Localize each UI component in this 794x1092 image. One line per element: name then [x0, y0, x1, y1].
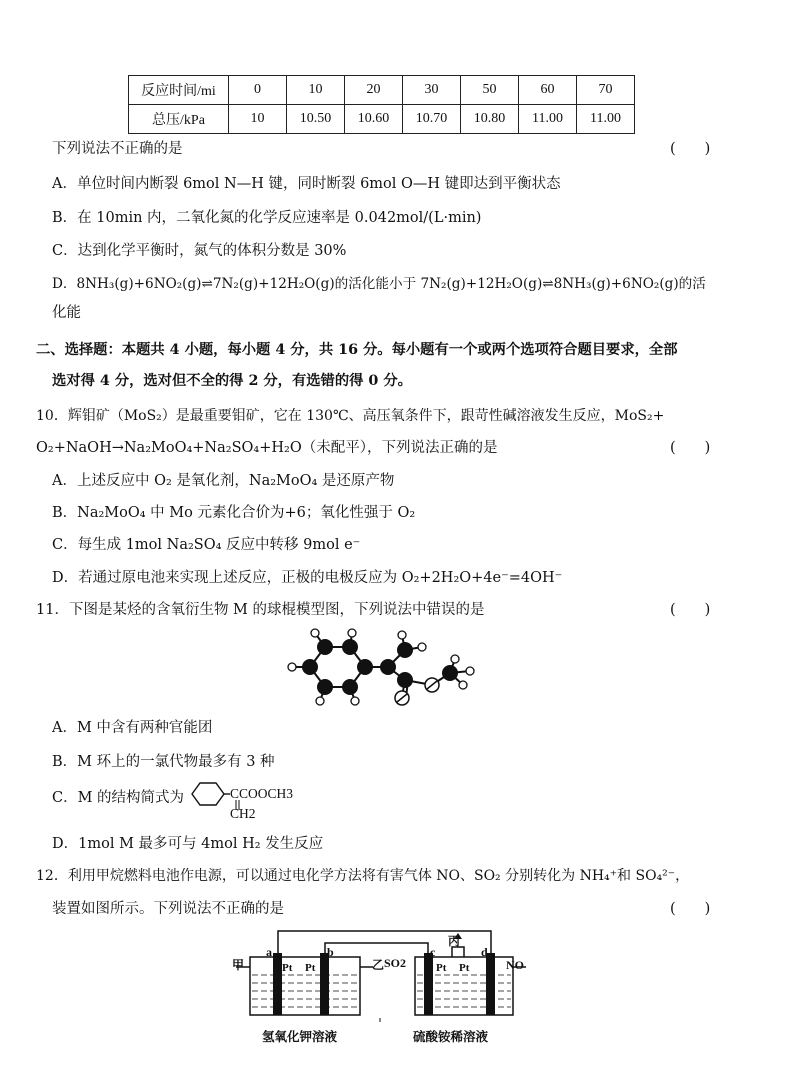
label-pt-3: Pt [436, 962, 447, 974]
label-pt-1: Pt [282, 962, 293, 974]
table-cell: 70 [577, 76, 635, 105]
table-row-header: 反应时间/mi [129, 76, 229, 105]
label-yi: 乙 [372, 958, 385, 972]
label-bing: 丙 [448, 934, 461, 948]
left-solution-label: 氢氧化钾溶液 [262, 1029, 338, 1044]
label-so2: SO2 [384, 956, 407, 970]
table-row [129, 76, 635, 105]
table-cell: 10.60 [345, 105, 403, 134]
label-d: d [481, 945, 488, 959]
q10-option-c: C．每生成 1mol Na₂SO₄ 反应中转移 9mol e⁻ [52, 537, 361, 553]
q9-stem: 下列说法不正确的是 [52, 141, 183, 157]
table-cell: 10 [287, 76, 345, 105]
q12-answer-paren: ( ) [670, 901, 711, 917]
label-jia: 甲 [232, 958, 245, 972]
table-cell: 20 [345, 76, 403, 105]
table-cell: 10 [229, 105, 287, 134]
q10-stem: 10．辉钼矿（MoS₂）是最重要钼矿，它在 130℃、高压氧条件下，跟苛性碱溶液发生反应，MoS₂+ [36, 408, 665, 424]
q10-stem-cont: O₂+NaOH→Na₂MoO₄+Na₂SO₄+H₂O（未配平），下列说法正确的是 [36, 440, 498, 456]
table-cell: 11.00 [519, 105, 577, 134]
label-c: c [430, 945, 436, 959]
q10-option-b: B．Na₂MoO₄ 中 Mo 元素化合价为+6；氧化性强于 O₂ [52, 505, 416, 521]
label-pt-2: Pt [305, 962, 316, 974]
label-pt-4: Pt [459, 962, 470, 974]
reaction-data-table [128, 75, 635, 134]
table-cell: 60 [519, 76, 577, 105]
table-cell: 0 [229, 76, 287, 105]
q11-answer-paren: ( ) [670, 602, 711, 618]
structural-formula-ch2: CH2 [230, 806, 256, 821]
q9-answer-paren: ( ) [670, 141, 711, 157]
q9-option-a: A．单位时间内断裂 6mol N—H 键，同时断裂 6mol O—H 键即达到平衡状态 [52, 176, 561, 192]
electrolysis-apparatus [228, 925, 533, 1025]
label-b: b [327, 945, 334, 959]
table-row-header: 总压/kPa [129, 105, 229, 134]
label-a: a [266, 945, 272, 959]
q9-option-b: B．在 10min 内，二氧化氮的化学反应速率是 0.042mol/(L·min) [52, 210, 482, 226]
q9-option-d: D．8NH₃(g)+6NO₂(g)⇌7N₂(g)+12H₂O(g)的活化能小于 7N₂(g)+12H₂O(g)⇌8NH₃(g)+6NO₂(g)的活 [52, 276, 706, 292]
right-solution-label: 硫酸铵稀溶液 [413, 1029, 489, 1044]
q10-option-a: A．上述反应中 O₂ 是氧化剂，Na₂MoO₄ 是还原产物 [52, 473, 395, 489]
structural-formula-ester: CCOOCH3 [230, 786, 294, 801]
q12-stem: 12．利用甲烷燃料电池作电源，可以通过电化学方法将有害气体 NO、SO₂ 分别转化为 NH₄⁺和 SO₄²⁻， [36, 868, 690, 884]
table-cell: 10.70 [403, 105, 461, 134]
section-heading: 二、选择题：本题共 4 小题，每小题 4 分，共 16 分。每小题有一个或两个选项符合题目要求，全部 [36, 342, 678, 358]
table-cell: 10.50 [287, 105, 345, 134]
q9-option-c: C．达到化学平衡时，氮气的体积分数是 30% [52, 243, 347, 259]
label-no: NO [506, 958, 524, 972]
table-cell: 11.00 [577, 105, 635, 134]
ball-and-stick-model [280, 625, 490, 710]
table-cell: 50 [461, 76, 519, 105]
q11-option-d: D．1mol M 最多可与 4mol H₂ 发生反应 [52, 836, 324, 852]
q11-option-b: B．M 环上的一氯代物最多有 3 种 [52, 754, 275, 770]
table-cell: 10.80 [461, 105, 519, 134]
table-row [129, 105, 635, 134]
q12-stem-cont: 装置如图所示。下列说法不正确的是 [52, 901, 284, 917]
structural-formula-ring [188, 780, 230, 808]
q9-option-d-cont: 化能 [52, 305, 81, 321]
q11-option-c: C．M 的结构简式为 [52, 790, 185, 806]
q10-answer-paren: ( ) [670, 440, 711, 456]
q11-stem: 11．下图是某烃的含氧衍生物 M 的球棍模型图，下列说法中错误的是 [36, 602, 485, 618]
section-heading-cont: 选对得 4 分，选对但不全的得 2 分，有选错的得 0 分。 [52, 373, 412, 389]
q10-option-d: D．若通过原电池来实现上述反应，正极的电极反应为 O₂+2H₂O+4e⁻=4OH⁻ [52, 570, 563, 586]
table-cell: 30 [403, 76, 461, 105]
q11-option-a: A．M 中含有两种官能团 [52, 720, 213, 736]
